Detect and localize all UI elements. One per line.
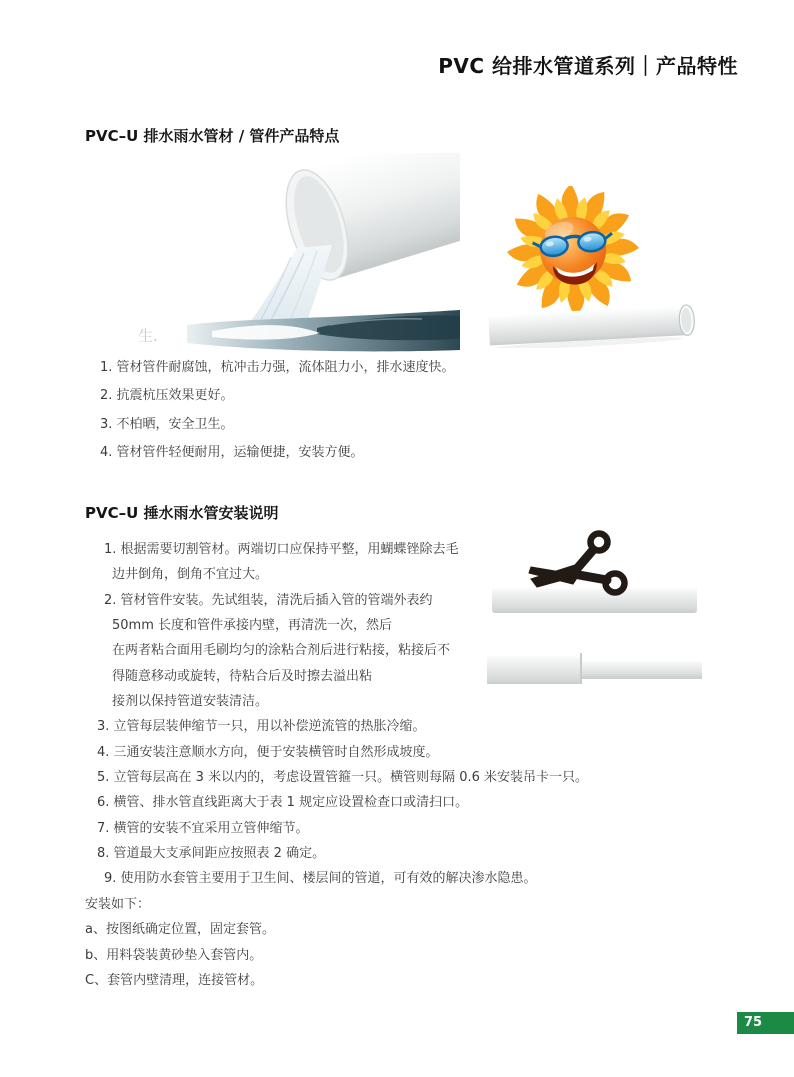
page-number-badge: 75 — [737, 1012, 794, 1034]
install-line: 6. 横管、排水管直线距离大于表 1 规定应设置检查口或清扫口。 — [97, 795, 469, 811]
pipe-water-photo — [92, 153, 460, 353]
install-line: 4. 三通安装注意顺水方向，便于安装横管时自然形成坡度。 — [97, 744, 439, 760]
sun-cartoon — [503, 186, 643, 314]
pipe-joint-illustration — [487, 647, 702, 692]
install-line: C、套管内壁清理，连接管材。 — [85, 972, 264, 988]
install-line: 安装如下： — [85, 896, 151, 912]
feature-list — [100, 354, 455, 468]
install-line: 8. 管道最大支承间距应按照表 2 确定。 — [97, 846, 326, 862]
scissors-pipe-illustration — [487, 527, 702, 622]
install-line: 1. 根据需要切割管材。两端切口应保持平整，用蝴蝶锉除去毛 — [104, 542, 459, 557]
watermark-text: 生. — [138, 327, 158, 345]
install-line: 2. 管材管件安装。先试组装，清洗后插入管的管端外表约 — [104, 592, 433, 608]
install-line: 在两者粘合面用毛刷均匀的涂粘合剂后进行粘接，粘接后不 — [112, 643, 451, 659]
install-line: 9. 使用防水套管主要用于卫生间、楼层间的管道，可有效的解决渗水隐患。 — [104, 871, 537, 887]
section2-title: PVC–U 捶水雨水管安装说明 — [85, 504, 279, 522]
install-line: 5. 立管每层高在 3 米以内的，考虑设置管箍一只。横管则每隔 0.6 米安装吊卡一只。 — [97, 770, 589, 786]
feature-item: 1. 管材管件耐腐蚀，杭冲击力强，流体阻力小，排水速度快。 — [100, 360, 455, 375]
feature-item: 3. 不柏晒，安全卫生。 — [100, 416, 234, 432]
scissors-icon — [529, 534, 625, 593]
water-surface — [187, 310, 460, 351]
pvc-pipe-illustration — [487, 300, 702, 348]
page-title: PVC 给排水管道系列｜产品特性 — [438, 54, 738, 78]
install-line: 接剂以保持管道安装清洁。 — [112, 694, 269, 710]
section1-title: PVC–U 排水雨水管材 / 管件产品特点 — [85, 127, 340, 145]
install-line: 3. 立管每层装伸缩节一只，用以补偿逆流管的热胀冷缩。 — [97, 719, 426, 735]
install-line: b、用料袋装黄砂垫入套管内。 — [85, 947, 263, 963]
socket-pipe — [487, 653, 582, 684]
install-line: 7. 横管的安装不宜采用立管伸缩节。 — [97, 820, 309, 836]
feature-item: 4. 管材管件轻便耐用，运输便捷，安装方便。 — [100, 445, 364, 461]
install-line: 边井倒角，倒角不宜过大。 — [112, 567, 269, 583]
install-line: 50mm 长度和管件承接内壁，再清洗一次，然后 — [112, 618, 393, 634]
pipe-to-cut — [492, 585, 697, 613]
install-line: 得随意移动或旋转，待粘合后及时擦去溢出粘 — [112, 668, 373, 684]
install-line: a、按图纸确定位置，固定套管。 — [85, 922, 275, 938]
feature-item: 2. 抗震杭压效果更好。 — [100, 388, 234, 404]
